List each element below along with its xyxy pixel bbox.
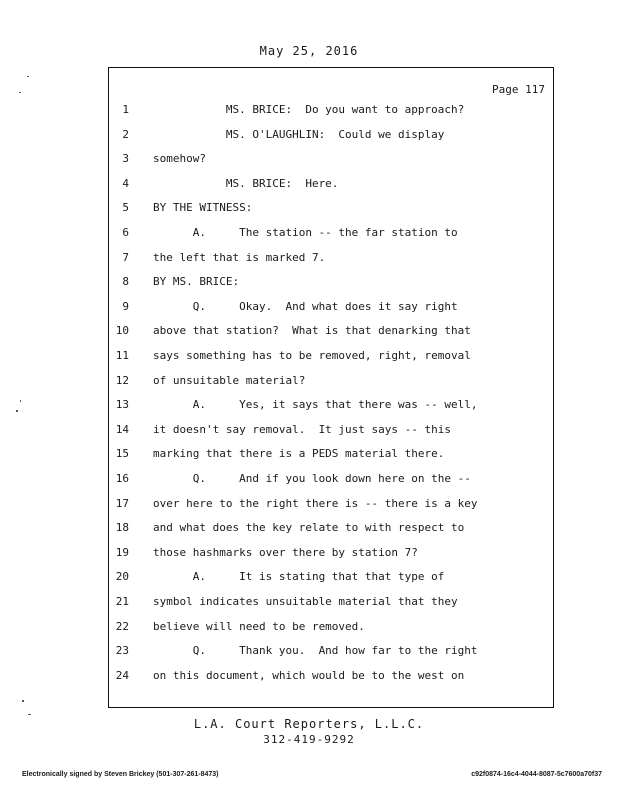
line-number: 23 xyxy=(115,644,129,658)
line-text: A. Yes, it says that there was -- well, xyxy=(153,398,478,412)
line-text: symbol indicates unsuitable material that they xyxy=(153,595,458,608)
transcript-line xyxy=(109,472,553,492)
court-reporter-phone: 312-419-9292 xyxy=(263,733,355,746)
transcript-line xyxy=(109,152,553,172)
line-text: and what does the key relate to with respect to xyxy=(153,521,465,535)
transcript-line xyxy=(109,595,553,615)
line-number: 20 xyxy=(115,570,129,584)
transcript-line xyxy=(109,177,553,197)
page-date-header: May 25, 2016 xyxy=(259,44,359,58)
scan-speck xyxy=(16,410,18,412)
electronic-signature-note: Electronically signed by Steven Brickey (501-307-261-8473) xyxy=(22,771,219,778)
line-number: 14 xyxy=(115,422,129,436)
line-number: 13 xyxy=(115,398,129,412)
line-text: A. The station -- the far station to xyxy=(153,226,458,239)
line-text: above that station? What is that denarking that xyxy=(153,324,471,338)
transcript-line xyxy=(109,620,553,640)
line-text: says something has to be removed, right, removal xyxy=(153,349,471,362)
scan-speck xyxy=(28,714,31,715)
transcript-line xyxy=(109,300,553,320)
line-number: 2 xyxy=(122,127,129,141)
page-number-label: Page 117 xyxy=(492,83,545,96)
transcript-line xyxy=(109,669,553,689)
transcript-line xyxy=(109,398,553,418)
line-number: 19 xyxy=(115,545,129,559)
transcript-line xyxy=(109,349,553,369)
line-number: 17 xyxy=(115,496,129,510)
transcript-frame xyxy=(108,67,554,708)
line-number: 21 xyxy=(115,595,129,608)
line-number: 4 xyxy=(122,176,129,190)
transcript-line xyxy=(109,644,553,664)
scan-speck xyxy=(22,700,24,702)
line-number: 8 xyxy=(122,275,129,289)
transcript-line xyxy=(109,570,553,590)
transcript-line xyxy=(109,275,553,295)
line-number: 1 xyxy=(122,103,129,116)
line-text: on this document, which would be to the west on xyxy=(153,668,465,682)
line-text: it doesn't say removal. It just says -- this xyxy=(153,422,452,436)
document-id: c92f0874-16c4-4044-8087-5c7600a70f37 xyxy=(471,771,602,778)
line-number: 5 xyxy=(122,201,129,215)
line-number: 9 xyxy=(122,299,129,313)
line-text: MS. BRICE: Do you want to approach? xyxy=(153,103,465,116)
line-text: MS. O'LAUGHLIN: Could we display xyxy=(153,127,445,141)
transcript-line xyxy=(109,447,553,467)
transcript-line xyxy=(109,251,553,271)
line-text: Q. Okay. And what does it say right xyxy=(153,299,458,313)
line-text: BY THE WITNESS: xyxy=(153,201,253,215)
line-text: MS. BRICE: Here. xyxy=(153,176,339,190)
transcript-line xyxy=(109,201,553,221)
line-number: 16 xyxy=(115,472,129,485)
line-number: 24 xyxy=(115,668,129,682)
line-number: 6 xyxy=(122,226,129,239)
transcript-line xyxy=(109,497,553,517)
line-text: A. It is stating that that type of xyxy=(153,570,445,584)
line-text: those hashmarks over there by station 7? xyxy=(153,545,418,559)
scan-speck xyxy=(27,76,29,77)
line-text: BY MS. BRICE: xyxy=(153,275,240,289)
line-text: Q. And if you look down here on the -- xyxy=(153,472,471,485)
line-number: 3 xyxy=(122,152,129,166)
transcript-line xyxy=(109,103,553,123)
transcript-line xyxy=(109,521,553,541)
line-text: the left that is marked 7. xyxy=(153,250,326,264)
court-reporter-firm: L.A. Court Reporters, L.L.C. xyxy=(193,717,425,731)
transcript-line xyxy=(109,324,553,344)
line-number: 10 xyxy=(115,324,129,338)
line-text: of unsuitable material? xyxy=(153,373,306,387)
line-number: 11 xyxy=(115,349,129,362)
line-number: 7 xyxy=(122,250,129,264)
transcript-line xyxy=(109,546,553,566)
transcript-line xyxy=(109,226,553,246)
line-number: 18 xyxy=(115,521,129,535)
line-text: somehow? xyxy=(153,152,206,166)
transcript-line xyxy=(109,128,553,148)
transcript-line xyxy=(109,423,553,443)
transcript-line xyxy=(109,374,553,394)
scan-speck xyxy=(19,92,21,93)
line-number: 15 xyxy=(115,447,129,461)
line-text: Q. Thank you. And how far to the right xyxy=(153,644,478,658)
line-text: marking that there is a PEDS material there. xyxy=(153,447,445,461)
line-text: believe will need to be removed. xyxy=(153,619,365,633)
line-text: over here to the right there is -- there is a key xyxy=(153,496,478,510)
line-number: 12 xyxy=(115,373,129,387)
line-number: 22 xyxy=(115,619,129,633)
scan-speck xyxy=(20,400,21,402)
